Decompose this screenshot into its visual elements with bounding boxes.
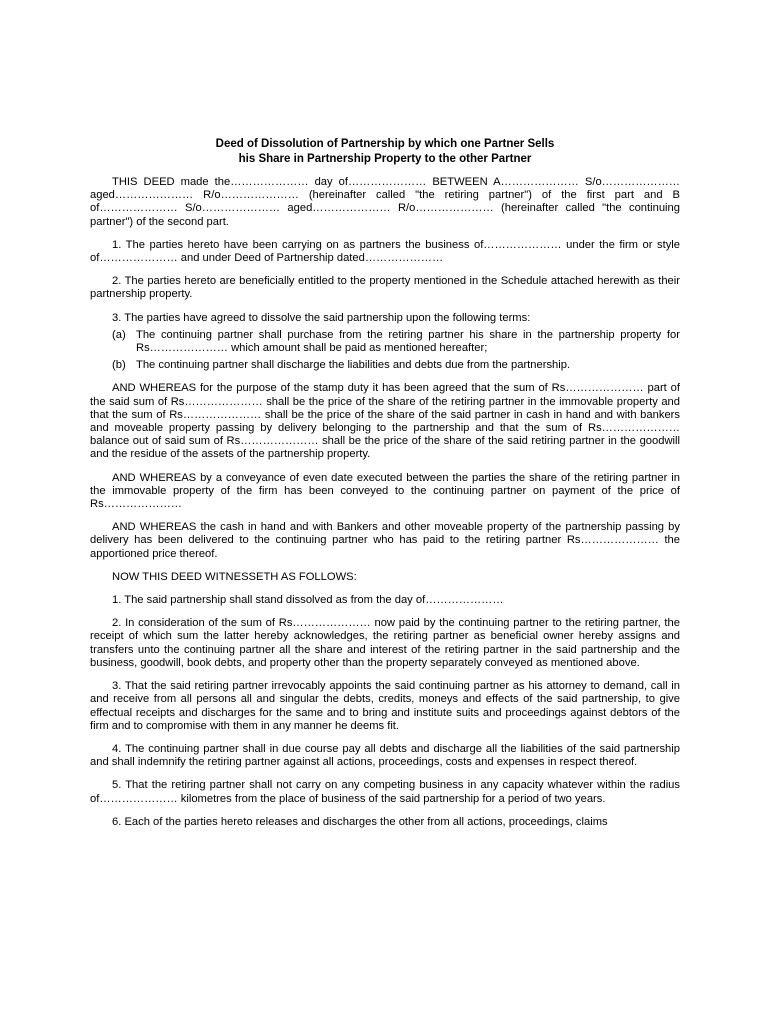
term-item: [90, 329, 680, 355]
clause-3: 3. That the said retiring partner irrevocably appoints the said continuing partner as his attorney to demand, call in and receive from all persons all and singular the debts, credits, moneys and effects of the said partnership, to give effectual receipts and discharges for the same and to bring and institute suits and proceedings against debtors of the firm and to compromise with them in any manner he deems fit.: [90, 680, 680, 732]
witnesseth-heading: NOW THIS DEED WITNESSETH AS FOLLOWS:: [112, 570, 357, 583]
recital-3: 3. The parties have agreed to dissolve the said partnership upon the following terms:: [112, 311, 531, 324]
recital-2: 2. The parties hereto are beneficially entitled to the property mentioned in the Schedule attached herewith as their partnership property.: [90, 275, 680, 301]
whereas-3: AND WHEREAS the cash in hand and with Bankers and other moveable property of the partnership passing by delivery has been delivered to the continuing partner who has paid to the retiring partner Rs………………… the apportioned price thereof.: [90, 521, 680, 560]
clause-1: 1. The said partnership shall stand dissolved as from the day of…………………: [112, 594, 504, 607]
title-line-2: his Share in Partnership Property to the other Partner: [238, 152, 532, 165]
term-text: The continuing partner shall discharge the liabilities and debts due from the partnership.: [136, 359, 571, 372]
term-text: The continuing partner shall purchase from the retiring partner his share in the partnership property for Rs………………… which amount shall be paid as mentioned hereafter;: [136, 328, 680, 355]
document-title: [90, 137, 680, 166]
term-item: [90, 359, 680, 372]
intro-paragraph: THIS DEED made the………………… day of………………… BETWEEN A………………… S/o………………… aged………………… R/o………………… (hereinafter called "the retiring partner") of the first part and B of………………… S/o………………… aged………………… R/o………………… (hereinafter called "the continuing partner") of the second part.: [90, 176, 680, 228]
recital-1: 1. The parties hereto have been carrying on as partners the business of………………… under the firm or style of………………… and under Deed of Partnership dated…………………: [90, 238, 680, 265]
whereas-1: AND WHEREAS for the purpose of the stamp duty it has been agreed that the sum of Rs………………… part of the said sum of Rs………………… shall be the price of the share of the retiring partner in the immovable property and that the sum of Rs………………… shall be the price of the share of the said partner in cash in hand and with bankers and moveable property passing by delivery belonging to the partnership and that the sum of Rs………………… balance out of said sum of Rs………………… shall be the price of the share of the said retiring partner in the goodwill and the residue of the assets of the partnership property.: [90, 382, 680, 461]
term-marker: (b): [112, 359, 126, 372]
term-marker: (a): [112, 328, 126, 341]
clause-6: 6. Each of the parties hereto releases and discharges the other from all actions, proceedings, claims: [112, 815, 608, 828]
whereas-2: AND WHEREAS by a conveyance of even date executed between the parties the share of the retiring partner in the immovable property of the firm has been conveyed to the continuing partner on payment of the price of Rs…………………: [90, 471, 680, 511]
title-line-1: Deed of Dissolution of Partnership by which one Partner Sells: [215, 138, 555, 150]
clause-4: 4. The continuing partner shall in due course pay all debts and discharge all the liabilities of the said partnership and shall indemnify the retiring partner against all actions, proceedings, costs and expenses in respect thereof.: [90, 742, 680, 769]
clause-5: 5. That the retiring partner shall not carry on any competing business in any capacity whatever within the radius of………………… kilometres from the place of business of the said partnership for a period of two years.: [90, 779, 680, 805]
terms-list: [90, 329, 680, 373]
clause-2: 2. In consideration of the sum of Rs………………… now paid by the continuing partner to the retiring partner, the receipt of which sum the latter hereby acknowledges, the retiring partner as beneficial owner hereby assigns and transfers unto the continuing partner all the share and interest of the retiring partner in the said partnership and the business, goodwill, book debts, and property other than the property separately conveyed as mentioned above.: [90, 617, 680, 669]
